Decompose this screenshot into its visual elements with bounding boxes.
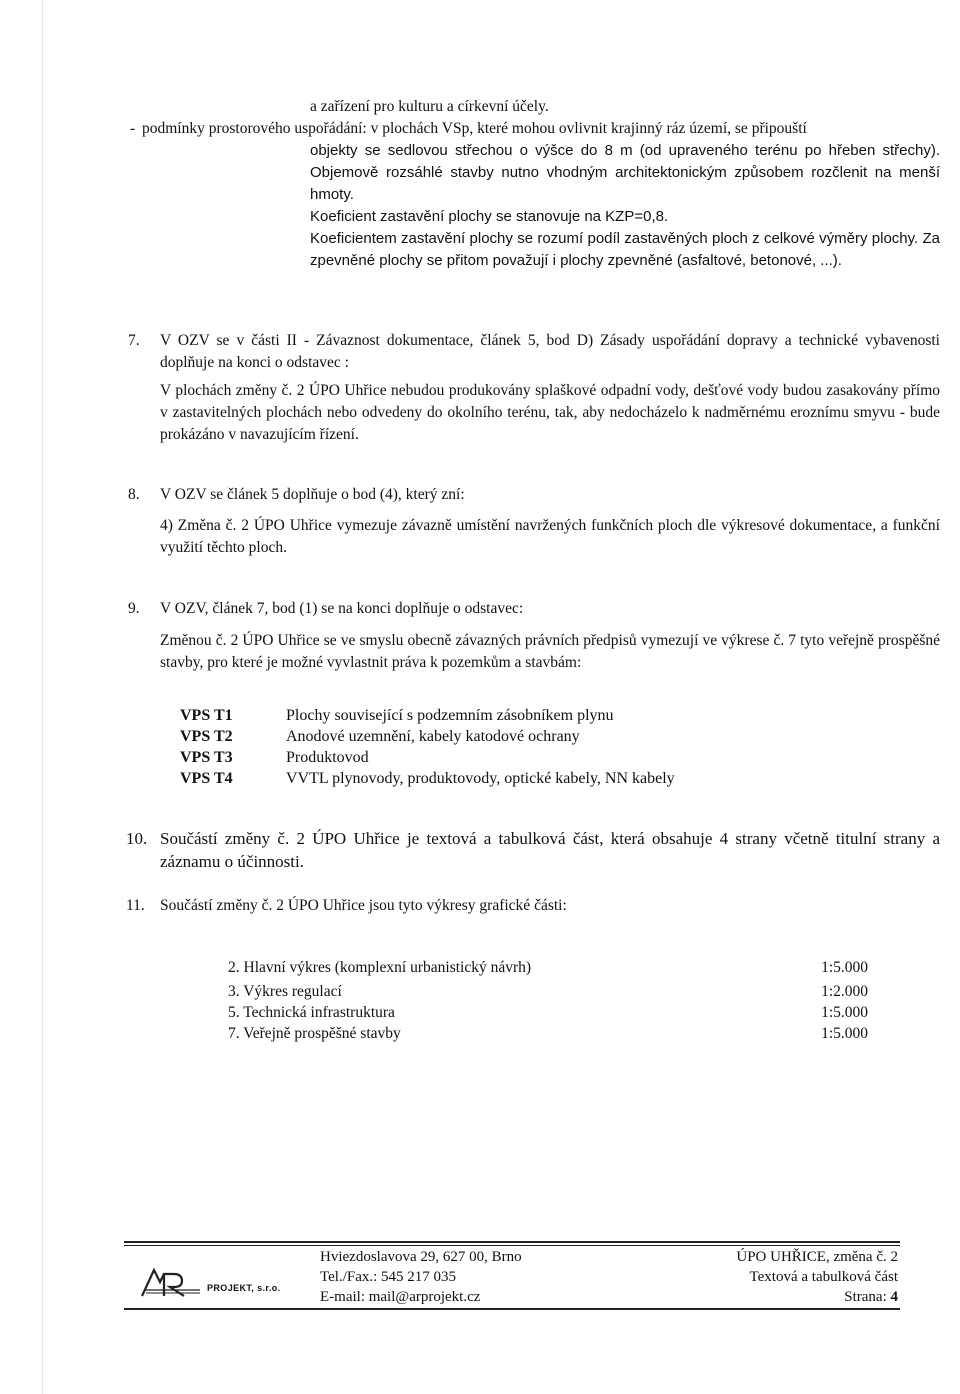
company-logo-icon xyxy=(140,1262,204,1298)
vps-code: VPS T3 xyxy=(180,749,233,766)
list-item xyxy=(228,957,868,978)
table-row xyxy=(180,705,675,726)
footer-doc-title: ÚPO UHŘICE, změna č. 2 xyxy=(736,1249,898,1265)
drawing-scale: 1:5.000 xyxy=(821,1004,868,1021)
koeficient-line: Koeficient zastavění plochy se stanovuje na KZP=0,8. xyxy=(310,208,669,225)
item-9 xyxy=(128,598,940,620)
footer-doc-part: Textová a tabulková část xyxy=(749,1269,898,1285)
footer-page xyxy=(736,1287,898,1307)
table-row xyxy=(180,747,675,768)
vps-description: Produktovod xyxy=(286,749,369,766)
item-text: V OZV se článek 5 doplňuje o bod (4), který zní: xyxy=(160,486,465,503)
drawings-list xyxy=(228,957,868,1044)
drawing-scale: 1:5.000 xyxy=(821,959,868,976)
table-row xyxy=(180,726,675,747)
footer-top-rule xyxy=(124,1241,900,1243)
footer-phone: Tel./Fax.: 545 217 035 xyxy=(320,1269,457,1285)
item-11 xyxy=(126,895,940,917)
table-row xyxy=(180,768,675,789)
bullet-first-line: podmínky prostorového uspořádání: v plochách VSp, které mohou ovlivnit krajinný ráz území, se připouští xyxy=(142,120,807,137)
page-number: 4 xyxy=(890,1289,898,1305)
drawing-scale: 1:5.000 xyxy=(821,1025,868,1042)
footer-address: Hviezdoslavova 29, 627 00, Brno xyxy=(320,1249,522,1265)
drawing-name: 2. Hlavní výkres (komplexní urbanistický návrh) xyxy=(228,959,532,976)
footer-top-rule-thin xyxy=(124,1245,900,1246)
item-9-paragraph: Změnou č. 2 ÚPO Uhřice se ve smyslu obecně závazných právních předpisů vymezují ve výkrese č. 7 tyto veřejně prospěšné stavby, pro které je možné vyvlastnit práva k pozemkům a stavbám: xyxy=(160,632,940,671)
item-text: V OZV, článek 7, bod (1) se na konci doplňuje o odstavec: xyxy=(160,600,524,617)
scan-edge-line xyxy=(42,0,43,1394)
bullet-body: objekty se sedlovou střechou o výšce do 8 m (od upraveného terénu po hřeben střechy). Objemově rozsáhlé stavby nutno vhodným architektonickým způsobem rozčlenit na menší hmoty. xyxy=(310,142,940,203)
vps-description: VVTL plynovody, produktovody, optické kabely, NN kabely xyxy=(286,770,675,787)
item-7 xyxy=(128,330,940,374)
list-item xyxy=(228,981,868,1002)
drawing-scale: 1:2.000 xyxy=(821,983,868,1000)
item-number: 8. xyxy=(128,486,140,503)
footer-bottom-rule xyxy=(124,1308,900,1310)
intro-line: a zařízení pro kulturu a církevní účely. xyxy=(310,98,549,115)
footer-email: E-mail: mail@arprojekt.cz xyxy=(320,1289,481,1305)
item-number: 10. xyxy=(126,829,148,848)
vps-code: VPS T1 xyxy=(180,707,233,724)
item-number: 7. xyxy=(128,332,140,349)
vps-table xyxy=(180,705,675,789)
footer-address-block xyxy=(320,1247,522,1307)
drawing-name: 3. Výkres regulací xyxy=(228,983,342,1000)
item-8 xyxy=(128,484,940,506)
drawing-name: 7. Veřejně prospěšné stavby xyxy=(228,1025,401,1042)
item-8-paragraph: 4) Změna č. 2 ÚPO Uhřice vymezuje závazně umístění navržených funkčních ploch dle výkresové dokumentace, a funkční využití těchto ploch. xyxy=(160,517,940,556)
item-number: 9. xyxy=(128,600,140,617)
drawing-name: 5. Technická infrastruktura xyxy=(228,1004,395,1021)
list-item xyxy=(228,1023,868,1044)
vps-description: Plochy související s podzemním zásobníkem plynu xyxy=(286,707,614,724)
item-text: Součástí změny č. 2 ÚPO Uhřice je textová a tabulková část, která obsahuje 4 strany včetně titulní strany a záznamu o účinnosti. xyxy=(160,829,940,871)
item-7-paragraph: V plochách změny č. 2 ÚPO Uhřice nebudou produkovány splaškové odpadní vody, dešťové vody budou zasakovány přímo v zastavitelných plochách nebo odvedeny do okolního terénu, tak, aby nedocházelo k nadměrnému eroznímu smyvu - bude prokázáno v navazujícím řízení. xyxy=(160,382,940,443)
item-number: 11. xyxy=(126,897,145,914)
item-text: V OZV se v části II - Závaznost dokumentace, článek 5, bod D) Zásady uspořádání dopravy a technické vybavenosti doplňuje na konci o odstavec : xyxy=(160,332,940,371)
item-10 xyxy=(126,827,940,873)
bullet-dash: - xyxy=(130,120,136,137)
page-label: Strana: xyxy=(844,1289,887,1305)
vps-code: VPS T4 xyxy=(180,770,233,787)
vps-description: Anodové uzemnění, kabely katodové ochrany xyxy=(286,728,580,745)
item-text: Součástí změny č. 2 ÚPO Uhřice jsou tyto výkresy grafické části: xyxy=(160,897,567,914)
list-item xyxy=(228,1002,868,1023)
footer-doc-block xyxy=(736,1247,898,1307)
company-logo-text: PROJEKT, s.r.o. xyxy=(207,1283,281,1293)
vps-code: VPS T2 xyxy=(180,728,233,745)
koeficient-definition: Koeficientem zastavění plochy se rozumí podíl zastavěných ploch z celkové výměry plochy. Za zpevněné plochy se přitom považují i plochy zpevněné (asfaltové, betonové, ...). xyxy=(310,230,940,269)
